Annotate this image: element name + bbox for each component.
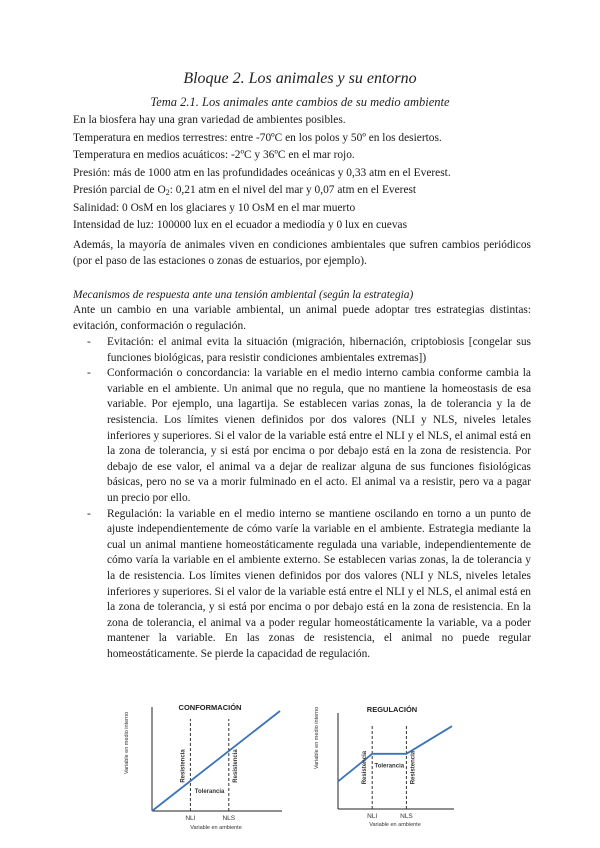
x-tick-label: NLS [400, 813, 413, 820]
strategy-list [85, 335, 531, 662]
list-item-text: Evitación: el animal evita la situación (migración, hibernación, criptobiosis [congelar sus funciones biológicas, para resistir condiciones ambientales extremas]) [107, 336, 531, 364]
list-item [85, 335, 531, 366]
x-tick-label: NLS [222, 815, 236, 822]
zone-label-resistance-right: Resistencia [232, 749, 239, 783]
list-item [85, 366, 531, 506]
regulation-chart [310, 700, 460, 830]
list-dash: - [87, 367, 91, 380]
zone-label-tolerance: Tolerancia [194, 789, 225, 795]
stat-line: Salinidad: 0 OsM en los glaciares y 10 OsM en el mar muerto [73, 201, 356, 214]
list-dash: - [87, 507, 91, 520]
x-tick-label: NLI [185, 815, 196, 822]
x-axis-label: Variable en ambiente [369, 822, 421, 828]
section-intro: Ante un cambio en una variable ambiental, un animal puede adoptar tres estrategias distintas: evitación, conformación o regulación. [73, 304, 531, 332]
chart-title: CONFORMACIÓN [178, 703, 242, 712]
zone-label-resistance-left: Resistencia [180, 749, 187, 783]
series-line [152, 711, 280, 811]
x-tick-label: NLI [367, 813, 378, 820]
stat-line: Temperatura en medios acuáticos: -2ºC y 36ºC en el mar rojo. [73, 149, 355, 161]
section-heading: Mecanismos de respuesta ante una tensión ambiental (según la estrategia) [73, 289, 414, 301]
y-axis-label: Variable en medio interno [124, 711, 130, 775]
environment-stats [73, 112, 531, 235]
paragraph-ademas: Además, la mayoría de animales viven en condiciones ambientales que sufren cambios periódicos (por el paso de las estaciones o zonas de estuarios, por ejemplo). [73, 239, 531, 267]
x-axis-label: Variable en ambiente [190, 825, 242, 831]
zone-label-resistance-right: Resistencia [410, 750, 417, 785]
series-line [338, 726, 452, 781]
stat-line: Temperatura en medios terrestres: entre -70ºC en los polos y 50º en los desiertos. [73, 131, 442, 144]
stat-line: Presión: más de 1000 atm en las profundidades oceánicas y 0,33 atm en el Everest. [73, 166, 451, 179]
zone-label-tolerance: Tolerancia [374, 763, 405, 770]
list-item [85, 507, 531, 663]
zone-label-resistance-left: Resistencia [362, 750, 369, 785]
chart-title: REGULACIÓN [366, 705, 418, 714]
stat-line: Presión parcial de $O_2$: 0,21 atm en el nivel del mar y 0,07 atm en el Everest [73, 184, 417, 197]
stat-line: Intensidad de luz: 100000 lux en el ecuador a mediodía y 0 lux en cuevas [73, 219, 408, 231]
conformation-chart [118, 698, 288, 832]
list-dash: - [87, 336, 91, 348]
stat-line: En la biosfera hay una gran variedad de ambientes posibles. [73, 114, 346, 126]
list-item-text: Conformación o concordancia: la variable en el medio interno cambia conforme cambia la variable en el ambiente. Un animal que no regula, que no mantiene la homeostasis de esa variable. Por ejemplo, una lagartija. Se establecen varias zonas, la de tolerancia y la de resistencia. Los límites vienen definidos por dos valores (NLI y NLS, niveles letales inferiores y superiores. Si el valor de la variable está entre el NLI y el NLS, el animal está en la zona de tolerancia, y si está por encima o por debajo está en la zona de resistencia. Por debajo de ese valor, el animal va a dejar de realizar alguna de sus funciones fisiológicas básicas, pero no se va a morir fulminado en el acto. El animal va a resistir, pero va a pagar un precio por ello. [107, 367, 531, 504]
list-item-text: Regulación: la variable en el medio interno se mantiene oscilando en torno a un punto de ajuste independientemente de cómo varíe la variable en el ambiente. Estrategia mediante la cual un animal mantiene homeostáticamente regulada una variable, independientemente de cómo varía la variable en el ambiente externo. Se establecen varias zonas, la de tolerancia y la de resistencia. Los límites vienen definidos por dos valores (NLI y NLS, niveles letales inferiores y superiores. Si el valor de la variable está entre el NLI y el NLS, el animal está en la zona de tolerancia, y si está por encima o por debajo está en la zona de resistencia. En la zona de tolerancia, el animal va a poder regular homeostáticamente la variable, va a poder mantener la variable. En las zonas de resistencia, el animal no puede regular homeostáticamente. Se pierde la capacidad de regulación. [107, 507, 531, 660]
page-title: Bloque 2. Los animales y su entorno [183, 70, 417, 87]
page-subtitle: Tema 2.1. Los animales ante cambios de su medio ambiente [150, 95, 450, 109]
y-axis-label: Variable en medio interno [314, 706, 320, 770]
